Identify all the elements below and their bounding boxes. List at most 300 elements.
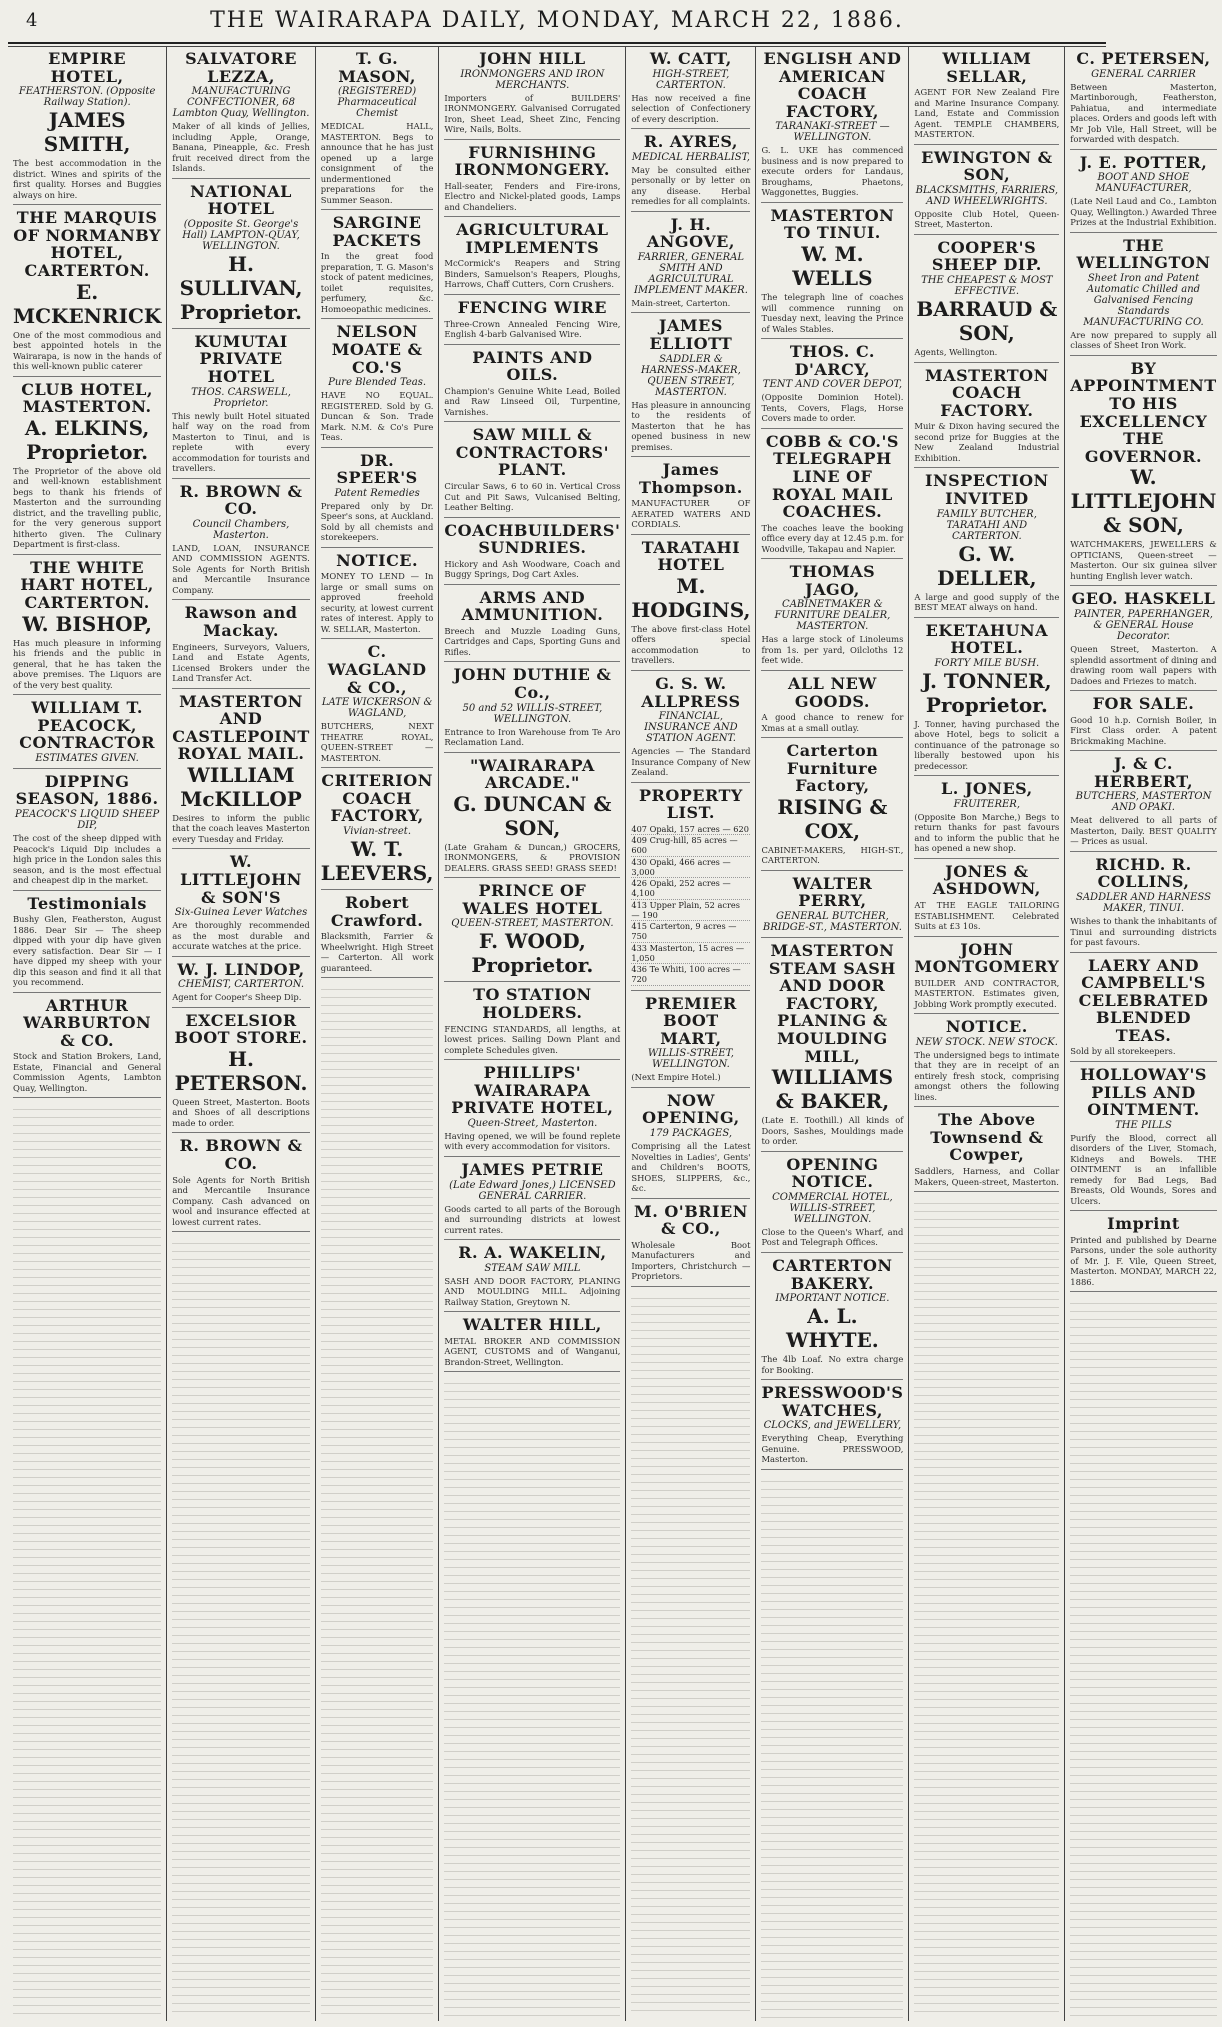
advertisement <box>444 1316 620 1372</box>
ad-heading: FENCING WIRE <box>457 297 607 317</box>
property-list-item: 436 Te Whiti, 100 acres — 720 <box>631 964 750 986</box>
ad-subheading: Sheet Iron and Patent Automatic Chilled and Galvanised Fencing Standards MANUFACTURING CO. <box>1083 272 1204 328</box>
advertisement <box>761 742 903 871</box>
ad-body: Blacksmith, Farrier & Wheelwright. High Street — Carterton. All work guaranteed. <box>320 931 434 973</box>
column-text-continuation <box>914 1196 1059 2018</box>
advertisement <box>1070 695 1216 751</box>
ad-body: Queen Street, Masterton. Boots and Shoes of all descriptions made to order. <box>172 1096 310 1128</box>
ad-subheading: FARRIER, GENERAL SMITH AND AGRICULTURAL IMPLEMENT MAKER. <box>633 251 748 296</box>
ad-body: Three-Crown Annealed Fencing Wire, English 4-barb Galvanised Wire. <box>444 318 621 340</box>
ad-subheading: CLOCKS, and JEWELLERY, <box>763 1420 902 1432</box>
ad-heading: MASTERTON COACH FACTORY. <box>924 365 1049 420</box>
masthead <box>8 4 1106 44</box>
ad-heading: PHILLIPS' WAIRARAPA PRIVATE HOTEL, <box>451 1063 614 1118</box>
advertisement <box>1070 856 1216 953</box>
property-list-item: 430 Opaki, 466 acres — 3,000 <box>631 857 750 879</box>
ad-proprietor: WILLIAMS & BAKER, <box>771 1065 894 1114</box>
ad-body: Desires to inform the public that the coach leaves Masterton every Tuesday and Friday. <box>172 812 310 844</box>
ad-subheading: GENERAL CARRIER <box>1091 68 1196 80</box>
advertisement <box>1070 50 1216 150</box>
ad-body: The 4lb Loaf. No extra charge for Booking. <box>761 1354 904 1375</box>
column-1 <box>8 47 167 2021</box>
advertisement <box>914 780 1059 859</box>
ad-heading: WILLIAM SELLAR, <box>942 49 1032 86</box>
ad-body: CABINET-MAKERS, HIGH-ST., CARTERTON. <box>761 844 904 866</box>
ad-subheading: Pure Blended Teas. <box>328 377 427 389</box>
ad-body: Has much pleasure in informing his friends and the public in general, that he has taken the above premises. The Liquors are of the very best quality. <box>13 637 162 690</box>
ad-body: AT THE EAGLE TAILORING ESTABLISHMENT. Celebrated Suits at £3 10s. <box>914 900 1060 931</box>
ad-heading: CLUB HOTEL, MASTERTON. <box>21 379 153 417</box>
advertisement <box>761 207 903 339</box>
advertisement <box>444 589 620 663</box>
ad-heading: AGRICULTURAL IMPLEMENTS <box>456 220 609 257</box>
ad-body: Between Masterton, Martinborough, Featherston, Pahiatua, and intermediate places. Orders and goods left with Mr Job Vile, Hall Street, will be forwarded with despatch. <box>1070 81 1217 145</box>
ad-heading: NATIONAL HOTEL <box>190 181 292 219</box>
ad-subheading: HIGH-STREET, CARTERTON. <box>652 68 730 91</box>
ad-heading: EXCELSIOR BOOT STORE. <box>174 1010 308 1048</box>
ad-proprietor: W. LITTLEJOHN & SON, <box>1070 465 1217 538</box>
advertisement <box>631 539 750 671</box>
ad-heading: MASTERTON STEAM SASH AND DOOR FACTORY, PLANING & MOULDING MILL, <box>768 941 896 1066</box>
ad-subheading: TENT AND COVER DEPOT, <box>762 379 903 391</box>
ad-body: The above first-class Hotel offers special accommodation to travellers. <box>631 623 751 666</box>
ad-proprietor: A. L. WHYTE. <box>786 1304 879 1353</box>
ad-body: Importers of BUILDERS' IRONMONGERY. Galvanised Corrugated Iron, Sheet Lead, Sheet Zinc, Fencing Wire, Nails, Bolts. <box>444 92 621 135</box>
ad-heading: NELSON MOATE & CO.'S <box>331 322 423 377</box>
ad-heading: M. O'BRIEN & CO., <box>634 1201 748 1239</box>
ad-heading: PREMIER BOOT MART, <box>645 993 737 1048</box>
ad-heading: THE WELLINGTON <box>1076 235 1211 273</box>
ad-proprietor: H. SULLIVAN, Proprietor. <box>179 251 303 324</box>
ad-body: Comprising all the Latest Novelties in Ladies', Gents' and Children's BOOTS, SHOES, SLIPPERS, &c., &c. <box>631 1141 751 1194</box>
advertisement <box>1070 957 1216 1062</box>
ad-heading: RICHD. R. COLLINS, <box>1095 854 1192 892</box>
ad-body: (Late Neil Laud and Co., Lambton Quay, Wellington.) Awarded Three Prizes at the Industrial Exhibition. <box>1070 196 1217 228</box>
advertisement <box>914 941 1059 1015</box>
ad-body: J. Tonner, having purchased the above Hotel, begs to solicit a continuance of the patronage so liberally bestowed upon his predecessor. <box>914 718 1060 771</box>
ad-body: Champion's Genuine White Lead, Boiled and Raw Linseed Oil, Turpentine, Varnishes. <box>444 385 621 417</box>
ad-heading: Rawson and Mackay. <box>184 603 298 640</box>
ad-heading: CARTERTON BAKERY. <box>772 1255 893 1293</box>
column-7 <box>909 47 1065 2021</box>
advertisement <box>761 433 903 559</box>
ad-body: Bushy Glen, Featherston, August 1886. Dear Sir — The sheep dipped with your dip have given every satisfaction. Dear Sir — I have dipped my sheep with your dip this season and find it all that you recommend. <box>13 914 162 988</box>
ad-subheading: THE CHEAPEST & MOST EFFECTIVE. <box>921 275 1053 298</box>
ad-proprietor: E. MCKENRICK <box>13 279 162 328</box>
ad-body: Stock and Station Brokers, Land, Estate, Financial and General Commission Agents, Lambton Quay, Wellington. <box>13 1051 162 1093</box>
ad-body: The coaches leave the booking office every day at 12.45 p.m. for Woodville, Takapau and Napier. <box>761 522 904 554</box>
ad-body: Having opened, we will be found replete with every accommodation for visitors. <box>444 1130 621 1152</box>
column-4 <box>439 47 626 2021</box>
ad-subheading: FINANCIAL, INSURANCE AND STATION AGENT. <box>644 711 738 745</box>
ad-subheading: BUTCHERS, MASTERTON AND OPAKI. <box>1075 791 1212 814</box>
advertisement <box>444 144 620 218</box>
ad-heading: C. PETERSEN, <box>1076 49 1211 68</box>
ad-body: Printed and published by Dearne Parsons, under the sole authority of Mr. J. F. Vile, Queen Street, Masterton. MONDAY, MARCH 22, 1886. <box>1070 1234 1217 1287</box>
column-text-continuation <box>631 1291 750 2018</box>
column-text-continuation <box>321 982 434 2018</box>
advertisement <box>444 882 620 982</box>
ad-subheading: SADDLER & HARNESS-MAKER, QUEEN STREET, MASTERTON. <box>641 353 741 398</box>
advertisement <box>761 675 903 738</box>
column-6 <box>756 47 909 2021</box>
ad-heading: MASTERTON TO TINUI. <box>770 205 895 243</box>
ad-body: Breech and Muzzle Loading Guns, Cartridges and Caps, Sporting Guns and Rifles. <box>444 625 621 657</box>
ad-body: The telegraph line of coaches will commence running on Tuesday next, leaving the Prince of Wales Stables. <box>761 292 904 334</box>
ad-heading: THE MARQUIS OF NORMANBY HOTEL, CARTERTON. <box>13 208 161 280</box>
ad-body: WATCHMAKERS, JEWELLERS & OPTICIANS, Queen-street — Masterton. Our six guinea silver hunting English lever watch. <box>1070 539 1217 581</box>
ad-proprietor: A. ELKINS, Proprietor. <box>24 415 150 464</box>
advertisement <box>761 942 903 1152</box>
ad-body: BUILDER AND CONTRACTOR, MASTERTON. Estimates given, Jobbing Work promptly executed. <box>914 977 1060 1009</box>
ad-heading: JONES & ASHDOWN, <box>932 861 1041 899</box>
ad-body: The best accommodation in the district. Wines and spirits of the first quality. Horses and Buggies always on hire. <box>13 158 162 200</box>
ad-body: BUTCHERS, NEXT THEATRE ROYAL, QUEEN-STREET — MASTERTON. <box>320 721 434 763</box>
property-list-item: 426 Opaki, 252 acres — 4,100 <box>631 878 750 900</box>
column-text-continuation <box>444 1376 620 2018</box>
ad-heading: J. & C. HERBERT, <box>1093 754 1194 791</box>
advertisement <box>914 863 1059 937</box>
ad-heading: R. A. WAKELIN, <box>458 1243 607 1263</box>
advertisement <box>13 209 161 376</box>
ad-body: SASH AND DOOR FACTORY, PLANING AND MOULDING MILL. Adjoining Railway Station, Greytown N. <box>444 1275 621 1307</box>
advertisement <box>321 50 434 210</box>
ad-body: In the great food preparation, T. G. Mason's stock of patent medicines, toilet requisites, perfumery, &c. Homoeopathic medicines. <box>320 251 434 314</box>
advertisement <box>631 461 750 535</box>
advertisement <box>444 1064 620 1157</box>
ad-proprietor: G. W. DELLER, <box>937 541 1037 590</box>
ad-body: Saddlers, Harness, and Collar Makers, Queen-street, Masterton. <box>914 1166 1060 1187</box>
ad-heading: FOR SALE. <box>1092 694 1195 714</box>
ad-heading: ENGLISH AND AMERICAN COACH FACTORY, <box>763 49 902 121</box>
ad-body: Wishes to thank the inhabitants of Tinui and surrounding districts for past favours. <box>1070 916 1217 947</box>
ad-subheading: 179 PACKAGES, <box>649 1128 732 1140</box>
ad-heading: G. S. W. ALLPRESS <box>641 673 741 711</box>
ad-body: Purify the Blood, correct all disorders of the Liver, Stomach, Kidneys and Bowels. THE OINTMENT is an infallible remedy for Bad Legs, Bad Breasts, Old Wounds, Sores and Ulcers. <box>1070 1132 1217 1206</box>
ad-body: METAL BROKER AND COMMISSION AGENT, CUSTOMS and of Wanganui, Brandon-Street, Wellington. <box>444 1335 621 1367</box>
ad-body: Close to the Queen's Wharf, and Post and Telegraph Offices. <box>761 1226 904 1248</box>
advertisement <box>1070 755 1216 852</box>
ad-heading: DIPPING SEASON, 1886. <box>15 771 159 809</box>
ad-heading: C. WAGLAND & CO., <box>327 642 427 697</box>
advertisement <box>13 773 161 891</box>
ad-heading: The Above Townsend & Cowper, <box>930 1110 1044 1165</box>
ad-heading: James Thompson. <box>639 460 743 497</box>
ad-proprietor: BARRAUD & SON, <box>916 297 1058 346</box>
ad-heading: FURNISHING IRONMONGERY. <box>454 142 610 180</box>
ad-heading: EWINGTON & SON, <box>921 147 1053 185</box>
ad-heading: TO STATION HOLDERS. <box>473 985 592 1023</box>
ad-heading: W. J. LINDOP, <box>177 959 305 979</box>
ad-heading: ALL NEW GOODS. <box>788 673 877 711</box>
ad-subheading: STEAM SAW MILL <box>484 1262 581 1274</box>
advertisement <box>1070 154 1216 233</box>
ad-body: MONEY TO LEND — In large or small sums on approved freehold security, at lowest current rates of interest. Apply to W. SELLAR, Masterton. <box>320 571 434 634</box>
ad-heading: JOHN MONTGOMERY <box>914 939 1060 977</box>
advertisement <box>914 239 1059 363</box>
ad-heading: THE WHITE HART HOTEL, CARTERTON. <box>20 557 154 612</box>
ad-body: This newly built Hotel situated half way on the road from Masterton to Tinui, and is replete with every accommodation for tourists and travellers. <box>172 410 310 474</box>
column-5 <box>626 47 756 2021</box>
advertisement <box>321 552 434 640</box>
ad-heading: OPENING NOTICE. <box>786 1154 879 1192</box>
ad-heading: WALTER HILL, <box>462 1315 602 1335</box>
ad-body: Engineers, Surveyors, Valuers, Land and Estate Agents, Licensed Brokers under the Land Transfer Act. <box>172 641 310 684</box>
ad-body: Main-street, Carterton. <box>631 297 731 308</box>
ad-body: Maker of all kinds of Jellies, including Apple, Orange, Banana, Pineapple, &c. Fresh fruit received direct from the Islands. <box>172 121 310 174</box>
ad-subheading: QUEEN-STREET, MASTERTON. <box>451 918 614 930</box>
ad-heading: SARGINE PACKETS <box>332 213 422 250</box>
ad-subheading: Council Chambers, Masterton. <box>192 518 290 541</box>
advertisement <box>444 666 620 752</box>
ad-heading: KUMUTAI PRIVATE HOTEL <box>194 331 288 387</box>
ad-heading: J. E. POTTER, <box>1079 152 1208 172</box>
ad-heading: PRINCE OF WALES HOTEL <box>462 881 603 918</box>
ad-heading: JAMES PETRIE <box>461 1159 604 1179</box>
advertisement <box>914 622 1059 777</box>
ad-body: Opposite Club Hotel, Queen-Street, Masterton. <box>914 208 1060 230</box>
advertisement <box>631 1203 750 1287</box>
ad-proprietor: J. TONNER, Proprietor. <box>922 668 1052 717</box>
ad-heading: T. G. MASON, <box>338 49 416 86</box>
ad-heading: PAINTS AND OILS. <box>472 347 593 385</box>
ad-heading: DR. SPEER'S <box>336 450 418 488</box>
ad-heading: R. BROWN & CO. <box>179 1136 303 1174</box>
ad-body: Agents, Wellington. <box>914 347 998 358</box>
ad-heading: JOHN HILL <box>479 49 586 68</box>
advertisement <box>444 426 620 517</box>
property-list <box>631 824 750 986</box>
advertisement <box>172 961 310 1008</box>
ad-subheading: MANUFACTURING CONFECTIONER, 68 Lambton Quay, Wellington. <box>172 86 310 120</box>
advertisement <box>321 643 434 768</box>
advertisement <box>444 522 620 585</box>
ad-heading: EKETAHUNA HOTEL. <box>925 620 1049 658</box>
ad-subheading: THE PILLS <box>1115 1119 1172 1131</box>
ad-heading: COACHBUILDERS' SUNDRIES. <box>444 520 621 558</box>
advertisement <box>1070 1066 1216 1211</box>
property-list-item: 413 Upper Plain, 52 acres — 190 <box>631 900 750 922</box>
column-8 <box>1065 47 1221 2021</box>
ad-subheading: CABINETMAKER & FURNITURE DEALER, MASTERTON. <box>774 599 891 633</box>
ad-body: Are now prepared to supply all classes of Sheet Iron Work. <box>1070 329 1217 351</box>
ad-subheading: Patent Remedies <box>334 487 420 499</box>
ad-body: Everything Cheap, Everything Genuine. PRESSWOOD, Masterton. <box>761 1433 904 1465</box>
ad-heading: MASTERTON AND CASTLEPOINT ROYAL MAIL. <box>172 691 310 764</box>
advertisement <box>631 216 750 314</box>
advertisement <box>914 50 1059 145</box>
advertisement <box>914 1018 1059 1107</box>
ad-body: McCormick's Reapers and String Binders, Samuelson's Reapers, Ploughs, Harrows, Chaff Cutters, Corn Crushers. <box>444 258 621 290</box>
advertisement <box>172 693 310 850</box>
page-number: 4 <box>26 10 38 31</box>
ad-proprietor: W. M. WELLS <box>792 242 873 291</box>
advertisement <box>1070 360 1216 587</box>
advertisement <box>321 894 434 978</box>
ad-heading: R. AYRES, <box>643 132 738 152</box>
ad-heading: COOPER'S SHEEP DIP. <box>931 237 1042 275</box>
ad-heading: Testimonials <box>27 893 147 913</box>
ad-subheading: TARANAKI-STREET — WELLINGTON. <box>775 121 890 144</box>
ad-body: The Proprietor of the above old and well-known establishment begs to thank his friends of Masterton and the surrounding district, and the travelling public, for the very generous support hitherto given. The Culinary Department is first-class. <box>13 465 162 550</box>
advertisement <box>1070 590 1216 691</box>
ad-body: Good 10 h.p. Cornish Boiler, in First Class order. A patent Brickmaking Machine. <box>1070 714 1217 746</box>
ad-proprietor: W. BISHOP, <box>22 611 152 636</box>
advertisement <box>172 183 310 329</box>
ad-heading: PROPERTY LIST. <box>638 785 743 823</box>
ad-subheading: WILLIS-STREET, WELLINGTON. <box>647 1048 734 1071</box>
ad-heading: "WAIRARAPA ARCADE." <box>469 755 595 793</box>
advertisement <box>761 1257 903 1380</box>
ad-heading: NOTICE. <box>336 550 419 570</box>
ad-body: FENCING STANDARDS, all lengths, at lowest prices. Sailing Down Plant and complete Schedules given. <box>444 1023 621 1055</box>
ad-subheading: IRONMONGERS AND IRON MERCHANTS. <box>460 68 605 91</box>
ad-subheading: MEDICAL HERBALIST, <box>631 151 750 163</box>
ad-body: AGENT FOR New Zealand Fire and Marine Insurance Company. Land, Estate and Commission Agent. TEMPLE CHAMBERS, MASTERTON. <box>914 87 1060 140</box>
column-text-continuation <box>13 1102 161 2018</box>
ad-subheading: NEW STOCK. NEW STOCK. <box>915 1036 1058 1048</box>
ad-heading: THOS. C. D'ARCY, <box>789 342 875 379</box>
advertisement <box>13 559 161 695</box>
ad-body: MANUFACTURER OF AERATED WATERS AND CORDIALS. <box>631 498 751 530</box>
advertisement <box>13 997 161 1099</box>
property-list-item: 433 Masterton, 15 acres — 1,050 <box>631 943 750 965</box>
advertisement <box>914 1111 1059 1192</box>
ad-proprietor: JAMES SMITH, <box>43 108 131 157</box>
ad-subheading: COMMERCIAL HOTEL, WILLIS-STREET, WELLINGTON. <box>772 1191 893 1225</box>
advertisement <box>761 343 903 429</box>
ad-body: One of the most commodious and best appointed hotels in the Wairarapa, is now in the hands of this well-known public caterer <box>13 329 162 372</box>
ad-heading: NOTICE. <box>945 1017 1028 1037</box>
ad-subheading: FEATHERSTON. (Opposite Railway Station). <box>18 86 156 109</box>
advertisement <box>761 1156 903 1253</box>
advertisement <box>631 1092 750 1199</box>
ad-subheading: CHEMIST, CARTERTON. <box>178 979 304 991</box>
ad-body: Circular Saws, 6 to 60 in. Vertical Cross Cut and Pit Saws, Vulcanised Belting, Leather Belting. <box>444 481 621 513</box>
ad-heading: BY APPOINTMENT TO HIS EXCELLENCY THE GOVERNOR. <box>1070 358 1217 466</box>
ad-heading: WALTER PERRY, <box>792 873 873 911</box>
ad-heading: GEO. HASKELL <box>1071 589 1216 609</box>
ad-heading: SAW MILL & CONTRACTORS' PLANT. <box>455 425 610 480</box>
advertisement <box>444 757 620 879</box>
advertisement <box>13 895 161 993</box>
ad-heading: SALVATORE LEZZA, <box>185 49 297 86</box>
ad-body: May be consulted either personally or by letter on any disease. Herbal remedies for all complaints. <box>631 164 751 207</box>
ad-body: Has now received a fine selection of Confectionery of every description. <box>631 92 751 124</box>
ad-body: The cost of the sheep dipped with Peacock's Liquid Dip includes a high price in the London sales this season, and is the most effectual and cheapest dip in the market. <box>13 833 162 885</box>
ad-subheading: FAMILY BUTCHER, TARATAHI AND CARTERTON. <box>936 508 1037 542</box>
column-text-continuation <box>761 1474 903 2018</box>
column-3 <box>316 47 440 2021</box>
column-text-continuation <box>172 1236 310 2018</box>
ad-subheading: PAINTER, PAPERHANGER, & GENERAL House Decorator. <box>1074 609 1213 643</box>
ad-heading: LAERY AND CAMPBELL'S CELEBRATED BLENDED TEAS. <box>1078 955 1209 1045</box>
ad-proprietor: RISING & COX, <box>777 794 888 843</box>
ad-subheading: BOOT AND SHOE MANUFACTURER, <box>1095 172 1192 195</box>
ad-heading: JOHN DUTHIE & Co., <box>453 665 612 702</box>
advertisement <box>444 50 620 140</box>
ad-proprietor: F. WOOD, Proprietor. <box>471 929 594 978</box>
ad-subheading: GENERAL BUTCHER, BRIDGE-ST., MASTERTON. <box>762 911 902 934</box>
ad-body: A large and good supply of the BEST MEAT always on hand. <box>914 591 1060 613</box>
ad-proprietor: M. HODGINS, <box>631 573 751 622</box>
ad-heading: THOMAS JAGO, <box>789 562 876 599</box>
ad-body: Meat delivered to all parts of Masterton, Daily. BEST QUALITY — Prices as usual. <box>1070 815 1217 847</box>
ad-heading: R. BROWN & CO. <box>179 481 303 519</box>
advertisement <box>1070 1215 1216 1292</box>
ad-subheading: BLACKSMITHS, FARRIERS, AND WHEELWRIGHTS. <box>915 184 1059 207</box>
advertisement <box>172 1012 310 1134</box>
advertisement <box>444 299 620 345</box>
ad-heading: NOW OPENING, <box>642 1090 740 1128</box>
ad-heading: HOLLOWAY'S PILLS AND OINTMENT. <box>1080 1064 1207 1120</box>
ad-subheading: (Late Edward Jones,) LICENSED GENERAL CARRIER. <box>449 1179 616 1202</box>
advertisement <box>172 1137 310 1232</box>
ad-subheading: FRUITERER, <box>953 798 1021 810</box>
advertisement <box>631 995 750 1088</box>
ad-body: G. L. UKE has commenced business and is now prepared to execute orders for Landaus, Broughams, Phaetons, Waggonettes, Buggies. <box>761 145 904 198</box>
ad-subheading: IMPORTANT NOTICE. <box>775 1293 890 1305</box>
advertisement <box>321 214 434 319</box>
page-title: THE WAIRARAPA DAILY, MONDAY, MARCH 22, 1886. <box>210 8 904 33</box>
ad-body: MEDICAL HALL, MASTERTON. Begs to announce that he has just opened up a large consignment of the undermentioned preparations for the Summer Season. <box>320 121 434 205</box>
advertisement <box>761 50 903 203</box>
advertisement <box>172 50 310 179</box>
ad-subheading: (REGISTERED) Pharmaceutical Chemist <box>337 86 417 120</box>
property-list-item: 409 Crug-hill, 85 acres — 600 <box>631 835 750 857</box>
ad-body: Wholesale Boot Manufacturers and Importers, Christchurch — Proprietors. <box>631 1239 751 1282</box>
ad-heading: JAMES ELLIOTT <box>649 316 733 353</box>
ad-heading: EMPIRE HOTEL, <box>48 49 127 86</box>
ad-subheading: ESTIMATES GIVEN. <box>35 752 139 764</box>
ad-heading: Robert Crawford. <box>330 893 424 930</box>
ad-body: HAVE NO EQUAL. REGISTERED. Sold by G. Duncan & Son. Trade Mark. N.M. & Co's Pure Teas. <box>320 390 434 443</box>
ad-body: Entrance to Iron Warehouse from Te Aro Reclamation Land. <box>444 726 621 748</box>
ad-subheading: FORTY MILE BUSH. <box>934 657 1040 669</box>
advertisement <box>761 563 903 671</box>
ad-heading: INSPECTION INVITED <box>925 471 1049 508</box>
advertisement <box>631 133 750 212</box>
ad-heading: J. H. ANGOVE, <box>646 214 735 252</box>
advertisement <box>1070 237 1216 356</box>
advertisement <box>172 333 310 479</box>
advertisement <box>13 50 161 205</box>
advertisement <box>321 323 434 447</box>
advertisement <box>631 50 750 129</box>
advertisement <box>444 349 620 423</box>
advertisement <box>761 1384 903 1470</box>
advertisement <box>914 472 1059 617</box>
ad-body: Muir & Dixon having secured the second prize for Buggies at the New Zealand Industrial Exhibition. <box>914 421 1060 463</box>
advertisement <box>914 367 1059 469</box>
ad-body: LAND, LOAN, INSURANCE AND COMMISSION AGENTS. Sole Agents for North British and Mercantile Insurance Company. <box>172 542 310 595</box>
ad-body: Are thoroughly recommended as the most durable and accurate watches at the price. <box>172 920 310 952</box>
ad-body: Has pleasure in announcing to the residents of Masterton that he has opened business in new premises. <box>631 399 751 452</box>
ad-body: Has a large stock of Linoleums from 1s. per yard, Oilcloths 12 feet wide. <box>761 634 904 666</box>
ad-body: Prepared only by Dr. Speer's sons, at Auckland. Sold by all chemists and storekeepers. <box>320 500 434 543</box>
advertisement <box>321 772 434 890</box>
ad-heading: Imprint <box>1107 1214 1180 1234</box>
ad-proprietor: G. DUNCAN & SON, <box>453 791 612 840</box>
ad-subheading: PEACOCK'S LIQUID SHEEP DIP, <box>14 809 160 831</box>
ad-proprietor: W. T. LEEVERS, <box>320 837 434 885</box>
ad-heading: Carterton Furniture Factory, <box>786 741 879 796</box>
ad-heading: L. JONES, <box>940 779 1033 799</box>
ad-heading: ARTHUR WARBURTON & CO. <box>23 995 152 1050</box>
ad-subheading: Queen-Street, Masterton. <box>467 1117 598 1129</box>
advertisement <box>761 875 903 938</box>
advertisement <box>444 221 620 295</box>
